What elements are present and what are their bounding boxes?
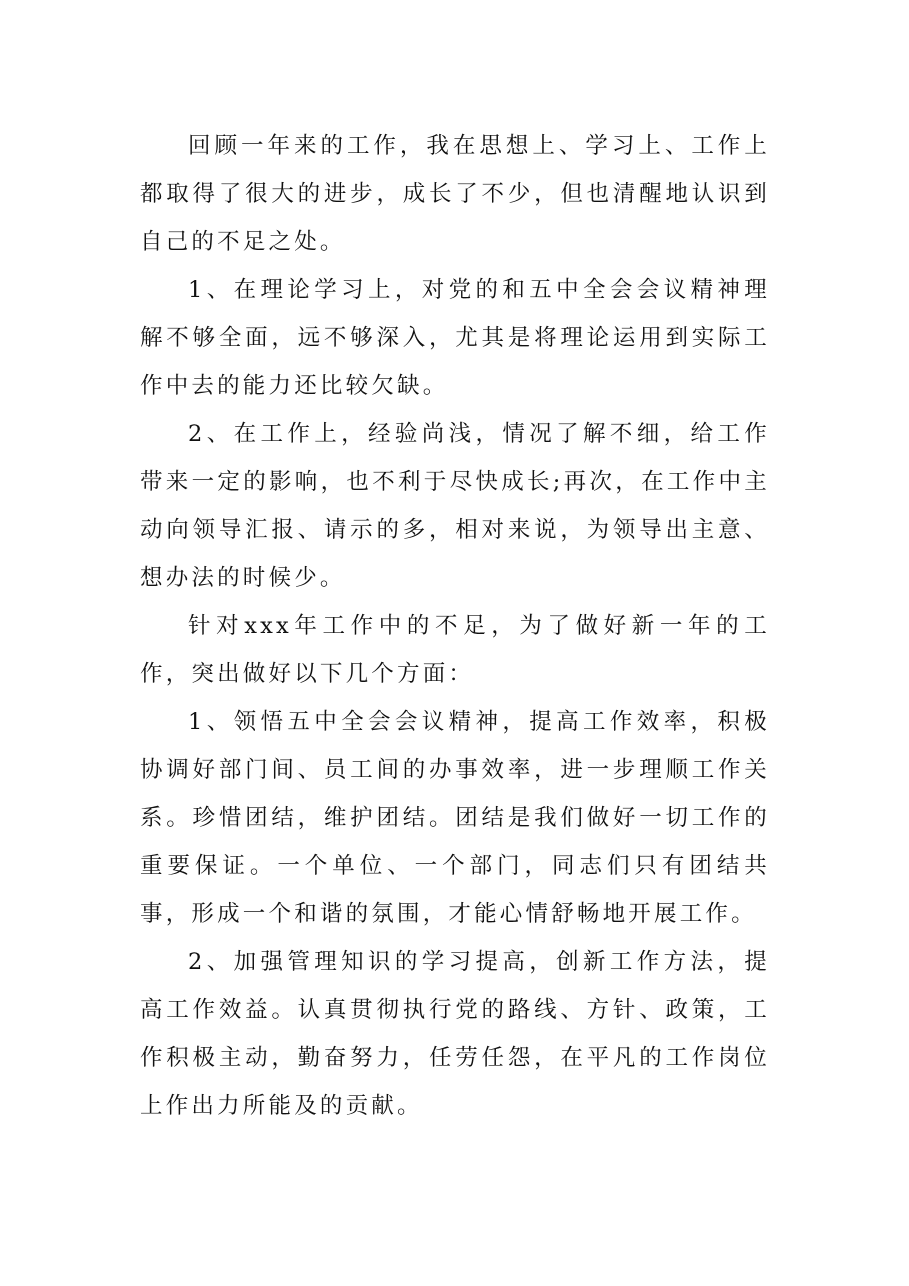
paragraph-next-year-intro: 针对xxx年工作中的不足，为了做好新一年的工作，突出做好以下几个方面： xyxy=(140,613,770,687)
paragraph-work-experience: 2、在工作上，经验尚浅，情况了解不细，给工作带来一定的影响，也不利于尽快成长;再次，在工作中主动向领导汇报、请示的多，相对来说，为领导出主意、想办法的时候少。 xyxy=(140,421,770,591)
paragraph-plan-efficiency: 1、领悟五中全会会议精神，提高工作效率，积极协调好部门间、员工间的办事效率，进一步理顺工作关系。珍惜团结，维护团结。团结是我们做好一切工作的重要保证。一个单位、一个部门，同志们只有团结共事，形成一个和谐的氛围，才能心情舒畅地开展工作。 xyxy=(140,709,770,927)
paragraph-theory-study: 1、在理论学习上，对党的和五中全会会议精神理解不够全面，远不够深入，尤其是将理论运用到实际工作中去的能力还比较欠缺。 xyxy=(140,277,770,399)
paragraph-plan-management: 2、加强管理知识的学习提高，创新工作方法，提高工作效益。认真贯彻执行党的路线、方针、政策，工作积极主动，勤奋努力，任劳任怨，在平凡的工作岗位上作出力所能及的贡献。 xyxy=(140,949,770,1119)
document-body xyxy=(140,122,770,1130)
paragraph-review: 回顾一年来的工作，我在思想上、学习上、工作上都取得了很大的进步，成长了不少，但也清醒地认识到自己的不足之处。 xyxy=(140,133,770,255)
